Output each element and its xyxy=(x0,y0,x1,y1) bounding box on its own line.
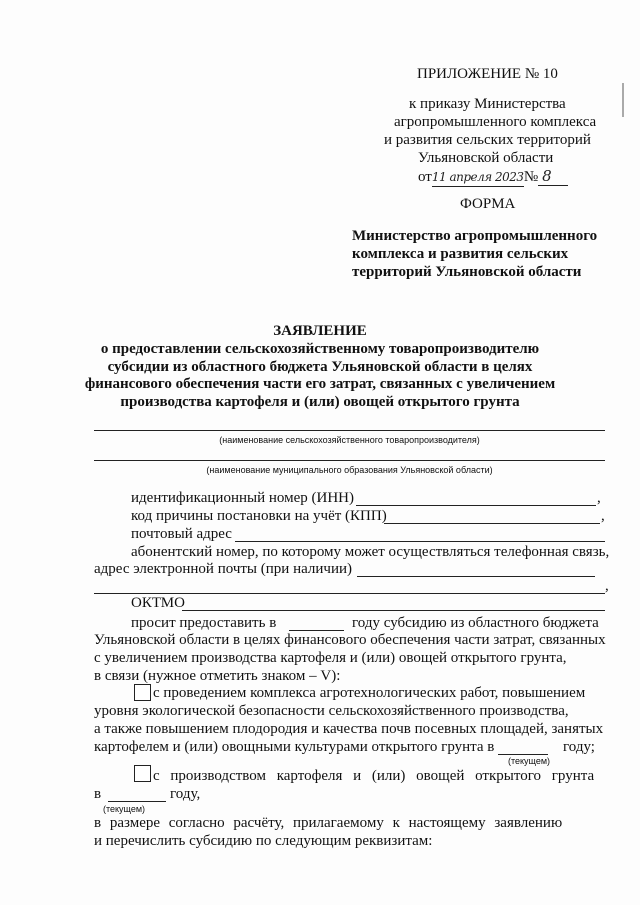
oktmo-input-line[interactable] xyxy=(182,610,605,611)
title-line-3: финансового обеспечения части его затрат, связанных с увеличением xyxy=(84,376,556,392)
option-1-year-input[interactable] xyxy=(498,754,548,755)
request-text-1: просит предоставить в xyxy=(131,615,277,631)
extra-contact-line[interactable] xyxy=(94,593,605,594)
option-1-line-1: с проведением комплекса агротехнологических работ, повышением xyxy=(153,685,586,701)
postal-input-line[interactable] xyxy=(235,541,605,542)
oktmo-label: ОКТМО xyxy=(131,595,185,611)
inn-label: идентификационный номер (ИНН) xyxy=(131,490,354,506)
option-1-checkbox[interactable] xyxy=(134,684,151,701)
title-line-1: о предоставлении сельскохозяйственному товаропроизводителю xyxy=(100,341,540,357)
option-2-current-note: (текущем) xyxy=(103,804,146,814)
kpp-input-line[interactable] xyxy=(384,523,600,524)
request-year-input[interactable] xyxy=(289,630,344,631)
date-line xyxy=(418,168,568,187)
addressee-line-1: Министерство агропромышленного xyxy=(352,228,598,244)
option-1-year-suffix: году; xyxy=(563,739,595,755)
request-line-2: Ульяновской области в целях финансового обеспечения части затрат, связанных xyxy=(94,632,606,648)
option-2-prefix: в xyxy=(94,786,102,802)
option-1-line-4: картофелем и (или) овощными культурами открытого грунта в xyxy=(94,739,495,755)
appendix-label: ПРИЛОЖЕНИЕ № 10 xyxy=(417,66,558,82)
request-text-2: году субсидию из областного бюджета xyxy=(352,615,599,631)
number-prefix: № xyxy=(523,169,539,185)
form-label: ФОРМА xyxy=(460,196,516,212)
amount-line-2: и перечислить субсидию по следующим реквизитам: xyxy=(94,833,433,849)
extra-contact-comma: , xyxy=(605,578,609,594)
option-2-year-input[interactable] xyxy=(108,801,166,802)
order-line-2: агропромышленного комплекса xyxy=(394,114,597,130)
handwritten-number: 8 xyxy=(538,168,568,186)
email-input-line[interactable] xyxy=(357,576,595,577)
option-1-current-note: (текущем) xyxy=(508,756,551,766)
email-label: адрес электронной почты (при наличии) xyxy=(94,561,352,577)
option-1-line-3: а также повышением плодородия и качества почв посевных площадей, занятых xyxy=(94,721,604,737)
addressee-line-3: территорий Ульяновской области xyxy=(352,264,582,280)
option-2-line-1: с производством картофеля и (или) овощей открытого грунта xyxy=(153,768,595,784)
postal-label: почтовый адрес xyxy=(131,526,232,542)
order-line-1: к приказу Министерства xyxy=(409,96,566,112)
request-line-4: в связи (нужное отметить знаком – V): xyxy=(94,668,341,684)
order-line-4: Ульяновской области xyxy=(418,150,554,166)
inn-comma: , xyxy=(597,490,601,506)
amount-line-1: в размере согласно расчёту, прилагаемому к настоящему заявлению xyxy=(94,815,563,831)
document-heading: ЗАЯВЛЕНИЕ xyxy=(273,323,367,339)
kpp-comma: , xyxy=(601,508,605,524)
order-line-3: и развития сельских территорий xyxy=(384,132,591,148)
title-line-4: производства картофеля и (или) овощей открытого грунта xyxy=(120,394,520,410)
option-2-checkbox[interactable] xyxy=(134,765,151,782)
request-line-3: с увеличением производства картофеля и (или) овощей открытого грунта, xyxy=(94,650,567,666)
phone-label: абонентский номер, по которому может осуществляться телефонная связь, xyxy=(131,544,610,560)
title-line-2: субсидии из областного бюджета Ульяновской области в целях xyxy=(107,359,533,375)
inn-input-line[interactable] xyxy=(356,505,596,506)
addressee-line-2: комплекса и развития сельских xyxy=(352,246,569,262)
option-2-year-suffix: году, xyxy=(170,786,201,802)
option-1-line-2: уровня экологической безопасности сельскохозяйственного производства, xyxy=(94,703,569,719)
producer-name-line[interactable] xyxy=(94,430,605,431)
municipality-line[interactable] xyxy=(94,460,605,461)
municipality-caption: (наименование муниципального образования Ульяновской области) xyxy=(206,465,493,475)
handwritten-date: 11 апреля 2023 xyxy=(432,169,524,187)
date-prefix: от xyxy=(418,169,432,185)
producer-caption: (наименование сельскохозяйственного товаропроизводителя) xyxy=(219,435,480,445)
kpp-label: код причины постановки на учёт (КПП) xyxy=(131,508,387,524)
scan-mark xyxy=(622,83,624,117)
